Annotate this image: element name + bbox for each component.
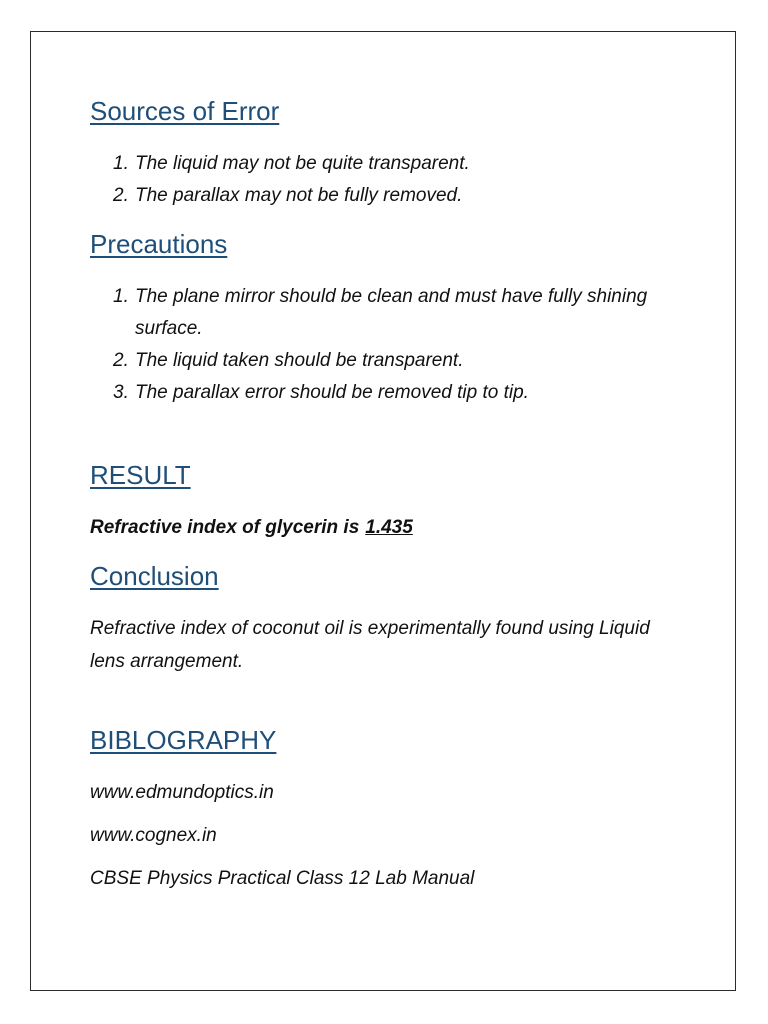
list-item — [90, 180, 665, 212]
list-number: 2. — [113, 350, 129, 371]
list-item — [90, 281, 665, 345]
result-label: Refractive index of glycerin is — [90, 517, 360, 538]
result-statement — [90, 511, 670, 544]
list-item — [90, 148, 665, 180]
bibliography-entry: www.edmundoptics.in — [90, 782, 274, 803]
list-item-text: The parallax error should be removed tip to tip. — [135, 382, 529, 403]
bibliography-heading: BIBLOGRAPHY — [90, 725, 277, 755]
sources-of-error-list — [90, 148, 665, 212]
list-number: 3. — [113, 382, 129, 403]
list-number: 1. — [113, 153, 129, 174]
list-item — [90, 345, 665, 377]
result-heading: RESULT — [90, 460, 191, 490]
list-number: 2. — [113, 185, 129, 206]
conclusion-heading: Conclusion — [90, 561, 219, 591]
list-item — [90, 377, 665, 409]
sources-of-error-heading: Sources of Error — [90, 96, 280, 126]
list-item-text: The plane mirror should be clean and must have fully shining surface. — [135, 286, 648, 339]
bibliography-entry: www.cognex.in — [90, 825, 217, 846]
precautions-heading: Precautions — [90, 229, 228, 259]
list-item-text: The liquid may not be quite transparent. — [135, 153, 470, 174]
conclusion-text: Refractive index of coconut oil is experimentally found using Liquid lens arrangement. — [90, 618, 650, 672]
bibliography-entry: CBSE Physics Practical Class 12 Lab Manual — [90, 868, 475, 889]
precautions-list — [90, 281, 665, 409]
list-number: 1. — [113, 286, 129, 307]
result-value: 1.435 — [365, 517, 413, 538]
list-item-text: The parallax may not be fully removed. — [135, 185, 463, 206]
list-item-text: The liquid taken should be transparent. — [135, 350, 464, 371]
